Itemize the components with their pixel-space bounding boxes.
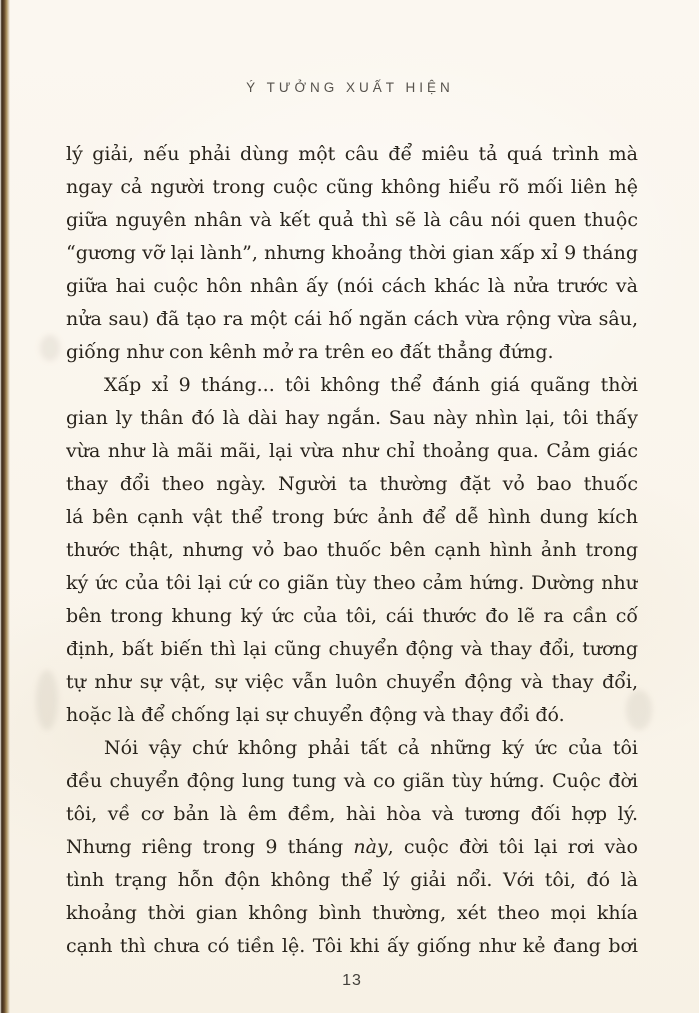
text-line: thay đổi theo ngày. Người ta thường đặt vỏ bao thuốc xyxy=(66,473,638,495)
text-line: ngay cả người trong cuộc cũng không hiểu rõ mối liên hệ xyxy=(66,176,638,198)
text-line: tình trạng hỗn độn không thể lý giải nổi. Với tôi, đó là xyxy=(66,869,638,891)
text-line: giữa hai cuộc hôn nhân ấy (nói cách khác là nửa trước và xyxy=(66,275,638,297)
text-line xyxy=(66,831,638,864)
text-line: ký ức của tôi lại cứ co giãn tùy theo cảm hứng. Dường như xyxy=(66,572,638,594)
text-line: giống như con kênh mở ra trên eo đất thẳng đứng. xyxy=(66,341,554,363)
text-line: định, bất biến thì lại cũng chuyển động và thay đổi, tương xyxy=(66,638,638,660)
text-line: Xấp xỉ 9 tháng... tôi không thể đánh giá quãng thời xyxy=(104,374,638,396)
text-line: gian ly thân đó là dài hay ngắn. Sau này nhìn lại, tôi thấy xyxy=(66,407,638,429)
page-gutter-shadow xyxy=(0,0,10,1013)
text-line: Nói vậy chứ không phải tất cả những ký ức của tôi xyxy=(104,737,638,759)
text-segment: Nhưng riêng trong 9 tháng xyxy=(66,836,354,858)
ink-bleed-smudge xyxy=(40,335,60,361)
text-line: bên trong khung ký ức của tôi, cái thước đo lẽ ra cần cố xyxy=(66,605,638,627)
text-line: nửa sau) đã tạo ra một cái hố ngăn cách vừa rộng vừa sâu, xyxy=(66,308,638,330)
text-line: lý giải, nếu phải dùng một câu để miêu tả quá trình mà xyxy=(66,143,638,165)
italic-text: này xyxy=(353,836,388,858)
text-line: thước thật, nhưng vỏ bao thuốc bên cạnh hình ảnh trong xyxy=(66,539,638,561)
text-line: “gương vỡ lại lành”, nhưng khoảng thời gian xấp xỉ 9 tháng xyxy=(66,242,638,264)
text-line: vừa như là mãi mãi, lại vừa như chỉ thoảng qua. Cảm giác xyxy=(66,440,638,462)
text-line: giữa nguyên nhân và kết quả thì sẽ là câu nói quen thuộc xyxy=(66,209,638,231)
text-block xyxy=(66,138,638,963)
text-line: cạnh thì chưa có tiền lệ. Tôi khi ấy giống như kẻ đang bơi xyxy=(66,935,638,957)
text-line: lá bên cạnh vật thể trong bức ảnh để dễ hình dung kích xyxy=(66,506,638,528)
text-line: đều chuyển động lung tung và co giãn tùy hứng. Cuộc đời xyxy=(66,770,638,792)
ink-bleed-smudge xyxy=(36,670,58,730)
text-line: khoảng thời gian không bình thường, xét theo mọi khía xyxy=(66,902,638,924)
page-number: 13 xyxy=(342,972,362,989)
text-line: tự như sự vật, sự việc vẫn luôn chuyển động và thay đổi, xyxy=(66,671,638,693)
running-header: Ý TƯỞNG XUẤT HIỆN xyxy=(246,80,454,95)
text-line: hoặc là để chống lại sự chuyển động và thay đổi đó. xyxy=(66,704,565,726)
text-segment: , cuộc đời tôi lại rơi vào xyxy=(387,836,638,858)
text-line: tôi, về cơ bản là êm đềm, hài hòa và tương đối hợp lý. xyxy=(66,803,638,825)
